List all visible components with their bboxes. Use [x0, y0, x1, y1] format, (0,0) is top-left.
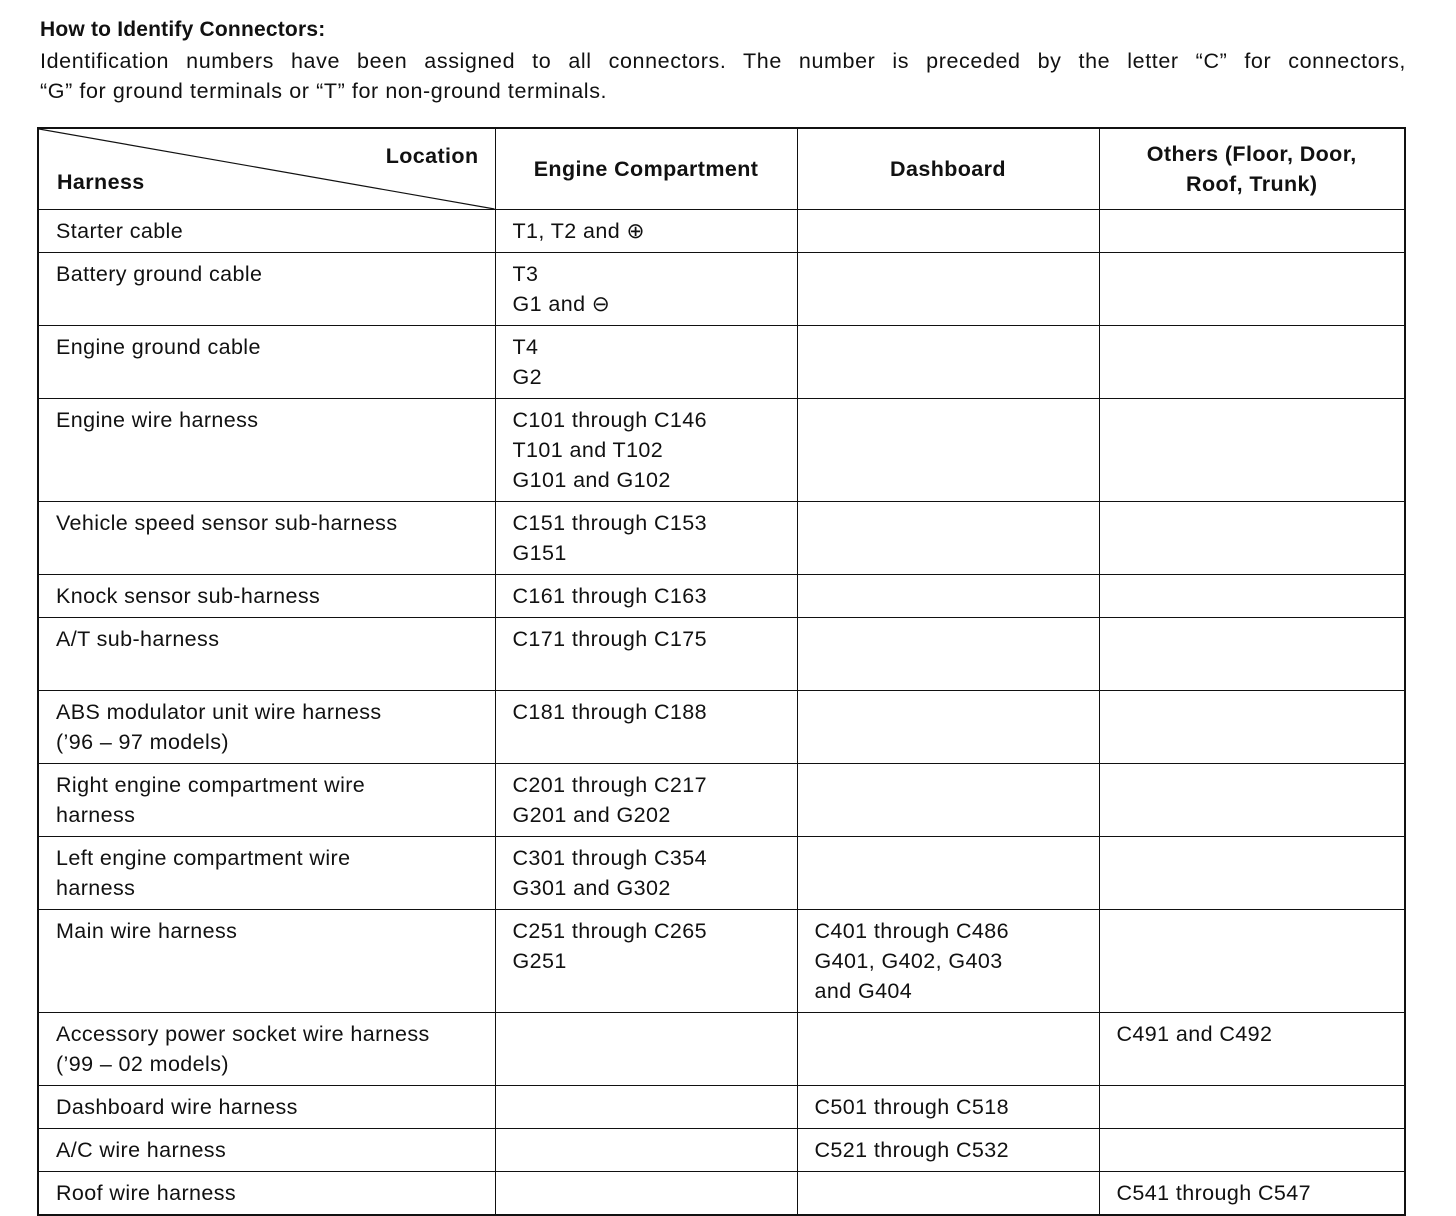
harness-cell: [38, 326, 495, 399]
cell-text: C181 through C188: [512, 700, 707, 724]
location-header-label: Location: [385, 144, 479, 168]
table-row: [38, 399, 1405, 502]
table-row: [38, 1129, 1405, 1172]
dashboard-cell: [797, 910, 1099, 1013]
harness-cell: [38, 253, 495, 326]
dashboard-cell: [797, 210, 1099, 253]
others-cell: [1099, 1086, 1405, 1129]
harness-cell: [38, 618, 495, 691]
harness-cell: [38, 210, 495, 253]
cell-text: C301 through C354: [512, 846, 707, 870]
cell-text: Engine ground cable: [56, 335, 261, 359]
others-cell: [1099, 910, 1405, 1013]
cell-text: G251: [512, 949, 567, 973]
cell-text: Engine wire harness: [56, 408, 259, 432]
engine-compartment-cell: [495, 326, 797, 399]
cell-text: ABS modulator unit wire harness: [56, 700, 382, 724]
engine-compartment-cell: [495, 764, 797, 837]
dashboard-cell: [797, 575, 1099, 618]
cell-text: A/C wire harness: [56, 1138, 227, 1162]
dashboard-cell: [797, 1013, 1099, 1086]
table-row: [38, 1086, 1405, 1129]
engine-compartment-cell: [495, 502, 797, 575]
cell-text: (’96 – 97 models): [56, 730, 229, 754]
cell-text: C501 through C518: [814, 1095, 1009, 1119]
table-row: [38, 575, 1405, 618]
connector-table: [37, 127, 1406, 1216]
dashboard-cell: [797, 326, 1099, 399]
cell-text: and G404: [814, 979, 913, 1003]
cell-text: C521 through C532: [814, 1138, 1009, 1162]
others-cell: [1099, 399, 1405, 502]
column-header-others: [1099, 128, 1405, 210]
engine-compartment-cell: [495, 253, 797, 326]
dashboard-cell: [797, 691, 1099, 764]
column-header-text: Roof, Trunk): [1186, 172, 1318, 196]
others-cell: [1099, 764, 1405, 837]
column-header-engine: [495, 128, 797, 210]
cell-text: C201 through C217: [512, 773, 707, 797]
cell-text: (’99 – 02 models): [56, 1052, 229, 1076]
others-cell: [1099, 210, 1405, 253]
cell-text: harness: [56, 876, 136, 900]
others-cell: [1099, 691, 1405, 764]
cell-text: A/T sub-harness: [56, 627, 220, 651]
engine-compartment-cell: [495, 575, 797, 618]
cell-text: C151 through C153: [512, 511, 707, 535]
others-cell: [1099, 1013, 1405, 1086]
cell-text: Vehicle speed sensor sub-harness: [56, 511, 398, 535]
cell-text: C101 through C146: [512, 408, 707, 432]
cell-text: Left engine compartment wire: [56, 846, 351, 870]
harness-cell: [38, 1172, 495, 1216]
engine-compartment-cell: [495, 399, 797, 502]
harness-cell: [38, 502, 495, 575]
engine-compartment-cell: [495, 1013, 797, 1086]
intro-line: “G” for ground terminals or “T” for non-ground terminals.: [40, 79, 608, 103]
cell-text: Right engine compartment wire: [56, 773, 366, 797]
cell-text: G101 and G102: [512, 468, 671, 492]
engine-compartment-cell: [495, 910, 797, 1013]
engine-compartment-cell: [495, 1129, 797, 1172]
others-cell: [1099, 837, 1405, 910]
cell-text: G2: [512, 365, 542, 389]
others-cell: [1099, 326, 1405, 399]
cell-text: G201 and G202: [512, 803, 671, 827]
column-header-dashboard: [797, 128, 1099, 210]
page-heading: How to Identify Connectors:: [40, 18, 326, 41]
cell-text: G1 and ⊖: [512, 292, 611, 316]
harness-cell: [38, 1129, 495, 1172]
cell-text: G151: [512, 541, 567, 565]
cell-text: [56, 654, 479, 684]
cell-text: Battery ground cable: [56, 262, 263, 286]
engine-compartment-cell: [495, 618, 797, 691]
table-row: [38, 618, 1405, 691]
intro-paragraph: [40, 46, 1406, 106]
others-cell: [1099, 502, 1405, 575]
cell-text: Roof wire harness: [56, 1181, 237, 1205]
harness-cell: [38, 1013, 495, 1086]
cell-text: Main wire harness: [56, 919, 238, 943]
cell-text: C251 through C265: [512, 919, 707, 943]
engine-compartment-cell: [495, 210, 797, 253]
dashboard-cell: [797, 399, 1099, 502]
cell-text: Dashboard wire harness: [56, 1095, 298, 1119]
others-cell: [1099, 253, 1405, 326]
engine-compartment-cell: [495, 837, 797, 910]
engine-compartment-cell: [495, 1172, 797, 1216]
table-row: [38, 910, 1405, 1013]
dashboard-cell: [797, 618, 1099, 691]
table-row: [38, 210, 1405, 253]
column-header-text: Dashboard: [890, 157, 1006, 181]
column-header-text: Others (Floor, Door,: [1146, 142, 1357, 166]
cell-text: C161 through C163: [512, 584, 707, 608]
cell-text: Knock sensor sub-harness: [56, 584, 321, 608]
others-cell: [1099, 1172, 1405, 1216]
cell-text: T3: [512, 262, 539, 286]
cell-text: C491 and C492: [1116, 1022, 1273, 1046]
harness-cell: [38, 837, 495, 910]
cell-text: Accessory power socket wire harness: [56, 1022, 430, 1046]
intro-line: Identification numbers have been assigned to all connectors. The number is preceded by the letter “C” for connectors,: [40, 49, 1406, 73]
harness-cell: [38, 764, 495, 837]
table-body: [38, 210, 1405, 1216]
cell-text: C541 through C547: [1116, 1181, 1311, 1205]
cell-text: T1, T2 and ⊕: [512, 219, 645, 243]
harness-cell: [38, 399, 495, 502]
cell-text: G401, G402, G403: [814, 949, 1003, 973]
cell-text: T101 and T102: [512, 438, 664, 462]
cell-text: T4: [512, 335, 539, 359]
dashboard-cell: [797, 1086, 1099, 1129]
harness-cell: [38, 910, 495, 1013]
table-header-row: [38, 128, 1405, 210]
cell-text: G301 and G302: [512, 876, 671, 900]
table-row: [38, 326, 1405, 399]
others-cell: [1099, 1129, 1405, 1172]
dashboard-cell: [797, 253, 1099, 326]
column-header-text: Engine Compartment: [533, 157, 759, 181]
harness-cell: [38, 1086, 495, 1129]
engine-compartment-cell: [495, 1086, 797, 1129]
cell-text: C171 through C175: [512, 627, 707, 651]
corner-header-cell: [38, 128, 495, 210]
others-cell: [1099, 575, 1405, 618]
harness-cell: [38, 691, 495, 764]
engine-compartment-cell: [495, 691, 797, 764]
table-row: [38, 837, 1405, 910]
dashboard-cell: [797, 764, 1099, 837]
harness-cell: [38, 575, 495, 618]
cell-text: C401 through C486: [814, 919, 1009, 943]
cell-text: harness: [56, 803, 136, 827]
harness-header-label: Harness: [57, 170, 145, 194]
dashboard-cell: [797, 502, 1099, 575]
dashboard-cell: [797, 1129, 1099, 1172]
table-row: [38, 1172, 1405, 1216]
table-row: [38, 253, 1405, 326]
dashboard-cell: [797, 837, 1099, 910]
others-cell: [1099, 618, 1405, 691]
table-row: [38, 764, 1405, 837]
table-row: [38, 1013, 1405, 1086]
cell-text: Starter cable: [56, 219, 184, 243]
table-row: [38, 691, 1405, 764]
table-row: [38, 502, 1405, 575]
dashboard-cell: [797, 1172, 1099, 1216]
